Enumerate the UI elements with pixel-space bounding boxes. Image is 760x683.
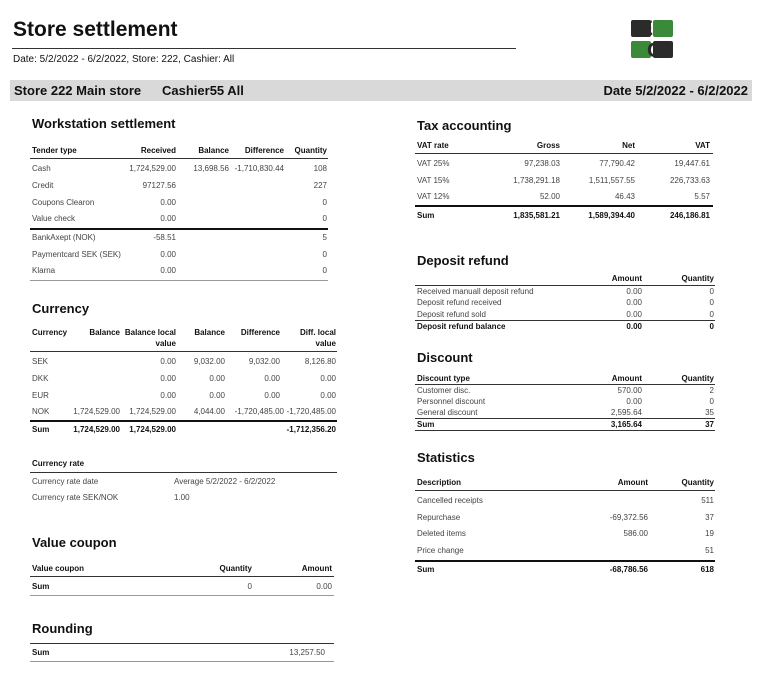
- ws-header-received: Received: [140, 146, 176, 155]
- deposit-header-rule: [415, 285, 715, 286]
- discount-header-type: Discount type: [417, 374, 470, 383]
- cur-header-diff-local-value: value: [315, 339, 336, 348]
- vc-header-quantity: Quantity: [219, 564, 252, 573]
- rounding-rule: [30, 643, 334, 644]
- cur-header-currency: Currency: [32, 328, 68, 337]
- ws-bottom-rule: [30, 280, 328, 281]
- cur-header-balance: Balance: [89, 328, 120, 337]
- cur-header-diff-local: Diff. local: [299, 328, 336, 337]
- stats-header-quantity: Quantity: [681, 478, 714, 487]
- ws-header-difference: Difference: [244, 146, 284, 155]
- discount-header-quantity: Quantity: [681, 374, 714, 383]
- cur-header-rule: [30, 351, 337, 352]
- ws-header-rule: [30, 158, 328, 159]
- store-label: Store 222 Main store: [14, 83, 142, 98]
- currency-rate-rule: [30, 472, 337, 473]
- tax-title: Tax accounting: [417, 118, 512, 133]
- title-divider: [12, 48, 516, 49]
- cur-sum-rule: [30, 420, 337, 422]
- stats-header-description: Description: [417, 478, 462, 487]
- tax-header-net: Net: [622, 141, 635, 150]
- currency-rate-sek-value: 1.00: [174, 493, 190, 502]
- currency-rate-sek-label: Currency rate SEK/NOK: [32, 493, 119, 502]
- stats-header-rule: [415, 490, 715, 491]
- deposit-title: Deposit refund: [417, 253, 509, 268]
- vc-header-rule: [30, 576, 334, 577]
- discount-header-rule: [415, 384, 715, 385]
- ws-group-rule: [30, 228, 328, 230]
- vc-header-coupon: Value coupon: [32, 564, 85, 573]
- discount-sum-rule: [415, 418, 715, 419]
- deposit-header-amount: Amount: [611, 274, 642, 283]
- rounding-title: Rounding: [32, 621, 93, 636]
- vc-bottom-rule: [30, 595, 334, 596]
- ws-header-balance: Balance: [198, 146, 229, 155]
- workstation-title: Workstation settlement: [32, 116, 176, 131]
- tax-sum-rule: [415, 205, 713, 207]
- tax-header-rate: VAT rate: [417, 141, 449, 150]
- logo-letter-e: E: [639, 20, 654, 40]
- cur-header-balance2: Balance: [194, 328, 225, 337]
- report-subtitle: Date: 5/2/2022 - 6/2/2022, Store: 222, Cashier: All: [13, 54, 235, 65]
- tax-header-gross: Gross: [536, 141, 560, 150]
- deposit-sum-rule: [415, 320, 715, 321]
- rounding-bottom-rule: [30, 661, 334, 662]
- ws-header-quantity: Quantity: [294, 146, 327, 155]
- vc-header-amount: Amount: [301, 564, 332, 573]
- page-title: Store settlement: [13, 18, 178, 41]
- cashier-label: Cashier55 All: [162, 83, 244, 98]
- tax-header-vat: VAT: [695, 141, 710, 150]
- currency-rate-date-label: Currency rate date: [32, 477, 99, 486]
- logo-letter-g: G: [647, 39, 664, 58]
- discount-header-amount: Amount: [611, 374, 642, 383]
- company-logo: [631, 20, 673, 58]
- ws-header-tender: Tender type: [32, 146, 77, 155]
- cur-header-difference: Difference: [240, 328, 280, 337]
- statistics-title: Statistics: [417, 450, 475, 465]
- cur-header-balance-local: Balance local: [124, 328, 176, 337]
- currency-rate-title: Currency rate: [32, 459, 85, 468]
- date-range-label: Date 5/2/2022 - 6/2/2022: [603, 83, 748, 98]
- value-coupon-title: Value coupon: [32, 535, 117, 550]
- discount-title: Discount: [417, 350, 473, 365]
- tax-header-rule: [415, 153, 713, 154]
- currency-rate-date-value: Average 5/2/2022 - 6/2/2022: [174, 477, 276, 486]
- cur-header-balance-local-value: value: [155, 339, 176, 348]
- stats-sum-rule: [415, 560, 715, 562]
- stats-header-amount: Amount: [617, 478, 648, 487]
- deposit-header-quantity: Quantity: [681, 274, 714, 283]
- currency-title: Currency: [32, 301, 90, 316]
- discount-bottom-rule: [415, 430, 715, 431]
